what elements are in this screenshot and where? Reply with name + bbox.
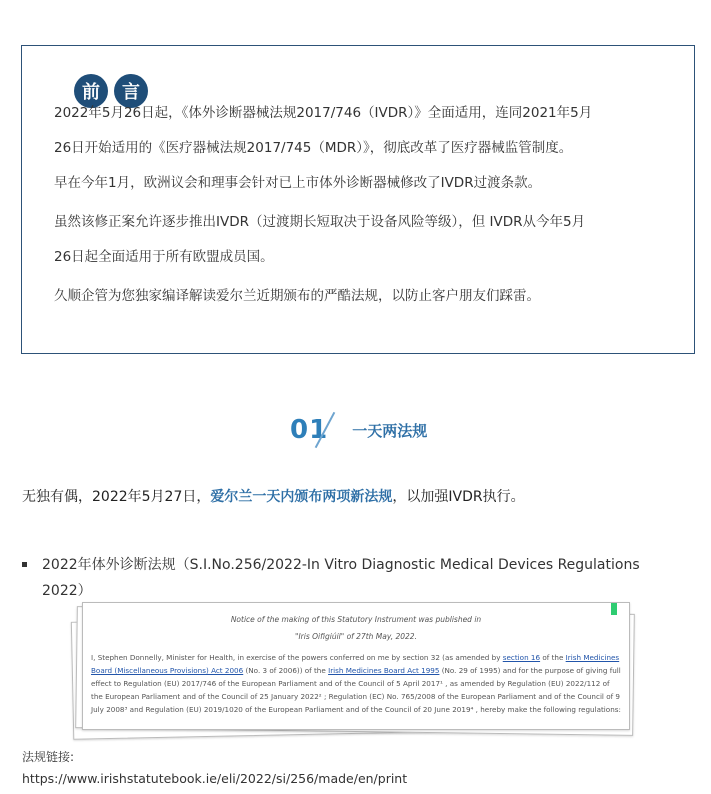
- document-page: [82, 602, 630, 730]
- preface-paragraph: 26日开始适用的《医疗器械法规2017/745（MDR）》，彻底改革了医疗器械监管制度。: [54, 140, 573, 156]
- doc-text: of the: [540, 653, 566, 662]
- section-heading: [290, 408, 427, 452]
- preface-paragraph: 早在今年1月，欧洲议会和理事会针对已上市体外诊断器械修改了IVDR过渡条款。: [54, 175, 542, 191]
- list-item-text: 2022年体外诊断法规（S.I.No.256/2022-In Vitro Diagnostic Medical Devices Regulations 2022）: [42, 557, 640, 599]
- preface-paragraph: 虽然该修正案允许逐步推出IVDR（过渡期长短取决于设备风险等级），但 IVDR从今年5月: [54, 214, 586, 230]
- list-item: [22, 552, 672, 604]
- intro-text: 无独有偶，2022年5月27日，: [22, 489, 211, 505]
- doc-body: [91, 651, 621, 716]
- bookmark-tab: [611, 603, 617, 615]
- intro-highlight: 爱尔兰一天内颁布两项新法规: [210, 489, 393, 505]
- bullet-icon: [22, 562, 27, 567]
- doc-text: (No. 3 of 2006)) of the: [243, 666, 329, 675]
- preface-paragraph: 2022年5月26日起，《体外诊断器械法规2017/746（IVDR）》全面适用，连同2021年5月: [54, 105, 593, 121]
- preface-paragraph: 26日起全面适用于所有欧盟成员国。: [54, 249, 274, 265]
- preface-paragraph: 久顺企管为您独家编译解读爱尔兰近期颁布的严酷法规，以防止客户朋友们踩雷。: [54, 288, 540, 304]
- link-label: 法规链接:: [22, 750, 75, 764]
- intro-paragraph: [22, 486, 525, 506]
- doc-notice-date: "Iris Oifigiúil" of 27th May, 2022.: [295, 632, 417, 641]
- preface-char-2: 言: [114, 74, 148, 108]
- intro-text: ，以加强IVDR执行。: [392, 489, 525, 505]
- document-image: [72, 602, 644, 742]
- preface-text: [54, 96, 674, 314]
- doc-link[interactable]: Irish Medicines Board Act 1995: [328, 666, 440, 675]
- doc-text: (No. 29 of 1995) and for the purpose of giving full effect to Regulation (EU) 2017/746 of the European Parliament and of the Council of 5 April 2017¹ , as amended by Regulation (EU) 2022/112 of the European Parliament and of the Council of 25 January 2022² ; Regulation (EC) No. 765/2008 of the European Parliament and of the Council of 9 July 2008³ and Regulation (EU) 2019/1020 of the European Parliament and of the Council of 20 June 2019⁴ , hereby make the following regulations:: [91, 666, 621, 714]
- doc-text: I, Stephen Donnelly, Minister for Health, in exercise of the powers conferred on me by section 32 (as amended by: [91, 653, 503, 662]
- doc-notice: Notice of the making of this Statutory Instrument was published in: [230, 615, 482, 624]
- section-number: 01: [290, 415, 329, 445]
- doc-link[interactable]: Irish Medicines Board (Miscellaneous Provisions) Act 2006: [91, 653, 620, 675]
- preface-char-1: 前: [74, 74, 108, 108]
- doc-link[interactable]: section 16: [502, 653, 541, 662]
- regulation-url[interactable]: https://www.irishstatutebook.ie/eli/2022/si/256/made/en/print: [22, 771, 408, 786]
- section-title: 一天两法规: [352, 421, 428, 440]
